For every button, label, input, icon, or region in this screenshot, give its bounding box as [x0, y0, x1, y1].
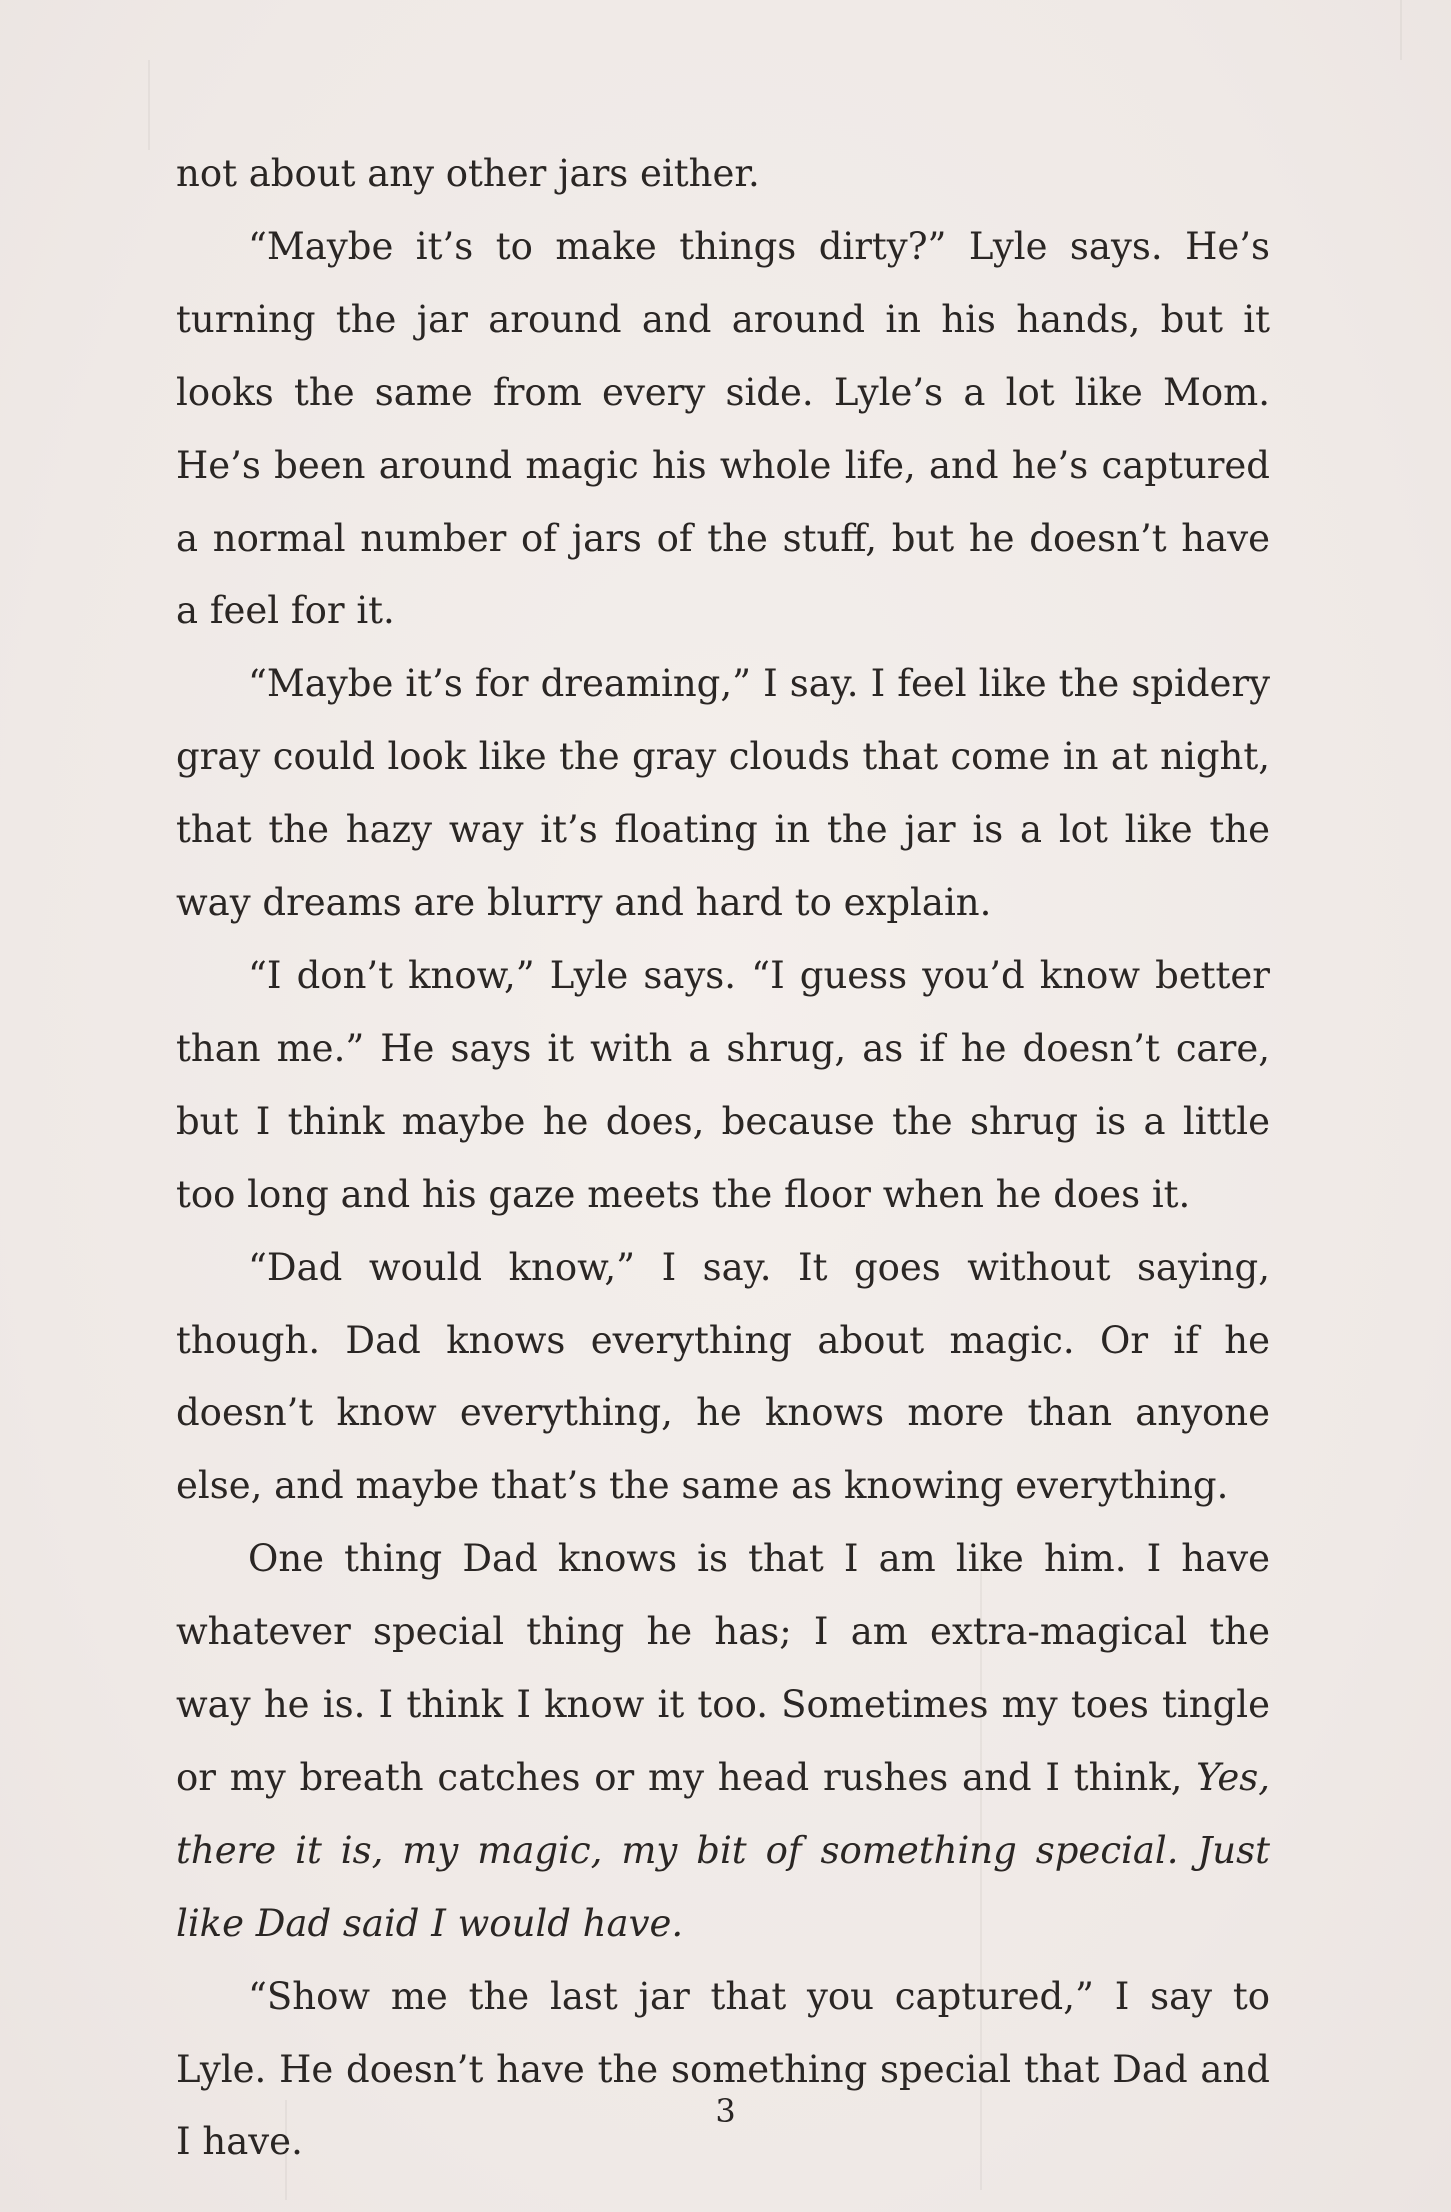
paragraph-1 — [176, 138, 1270, 211]
paragraph-5 — [176, 1232, 1270, 1524]
paragraph-4 — [176, 940, 1270, 1232]
scan-artifact-line — [1400, 0, 1402, 60]
paragraph-2 — [176, 211, 1270, 648]
paragraph-text: “Dad would know,” I say. It goes without saying, though. Dad knows everything about magic. Or if he doesn’t know everything, he knows more than anyone else, and maybe that’s the same as knowing everything. — [176, 1245, 1270, 1508]
page-number: 3 — [715, 2092, 736, 2130]
scan-artifact-line — [148, 60, 150, 150]
paragraph-text: “Show me the last jar that you captured,” I say to Lyle. He doesn’t have the something special that Dad and I have. — [176, 1974, 1270, 2164]
paragraph-7 — [176, 1961, 1270, 2180]
body-text — [176, 138, 1270, 2179]
paragraph-text: “I don’t know,” Lyle says. “I guess you’d know better than me.” He says it with a shrug, as if he doesn’t care, but I think maybe he does, because the shrug is a little too long and his gaze meets the floor when he does it. — [176, 953, 1270, 1216]
paragraph-text: not about any other jars either. — [176, 152, 760, 195]
paragraph-text: “Maybe it’s for dreaming,” I say. I feel like the spidery gray could look like the gray clouds that come in at night, that the hazy way it’s floating in the jar is a lot like the way dreams are blurry and hard to explain. — [176, 662, 1270, 925]
paragraph-text: One thing Dad knows is that I am like him. I have whatever special thing he has; I am extra-magical the way he is. I think I know it too. Sometimes my toes tingle or my breath catches or my head rushes and I think, — [176, 1537, 1270, 1799]
paragraph-3 — [176, 648, 1270, 940]
paragraph-italic-text: Yes, there it is, my magic, my bit of something special. Just like Dad said I would have. — [176, 1755, 1270, 1945]
paragraph-text: “Maybe it’s to make things dirty?” Lyle says. He’s turning the jar around and around in his hands, but it looks the same from every side. Lyle’s a lot like Mom. He’s been around magic his whole life, and he’s captured a normal number of jars of the stuff, but he doesn’t have a feel for it. — [176, 224, 1270, 633]
paragraph-6 — [176, 1523, 1270, 1960]
